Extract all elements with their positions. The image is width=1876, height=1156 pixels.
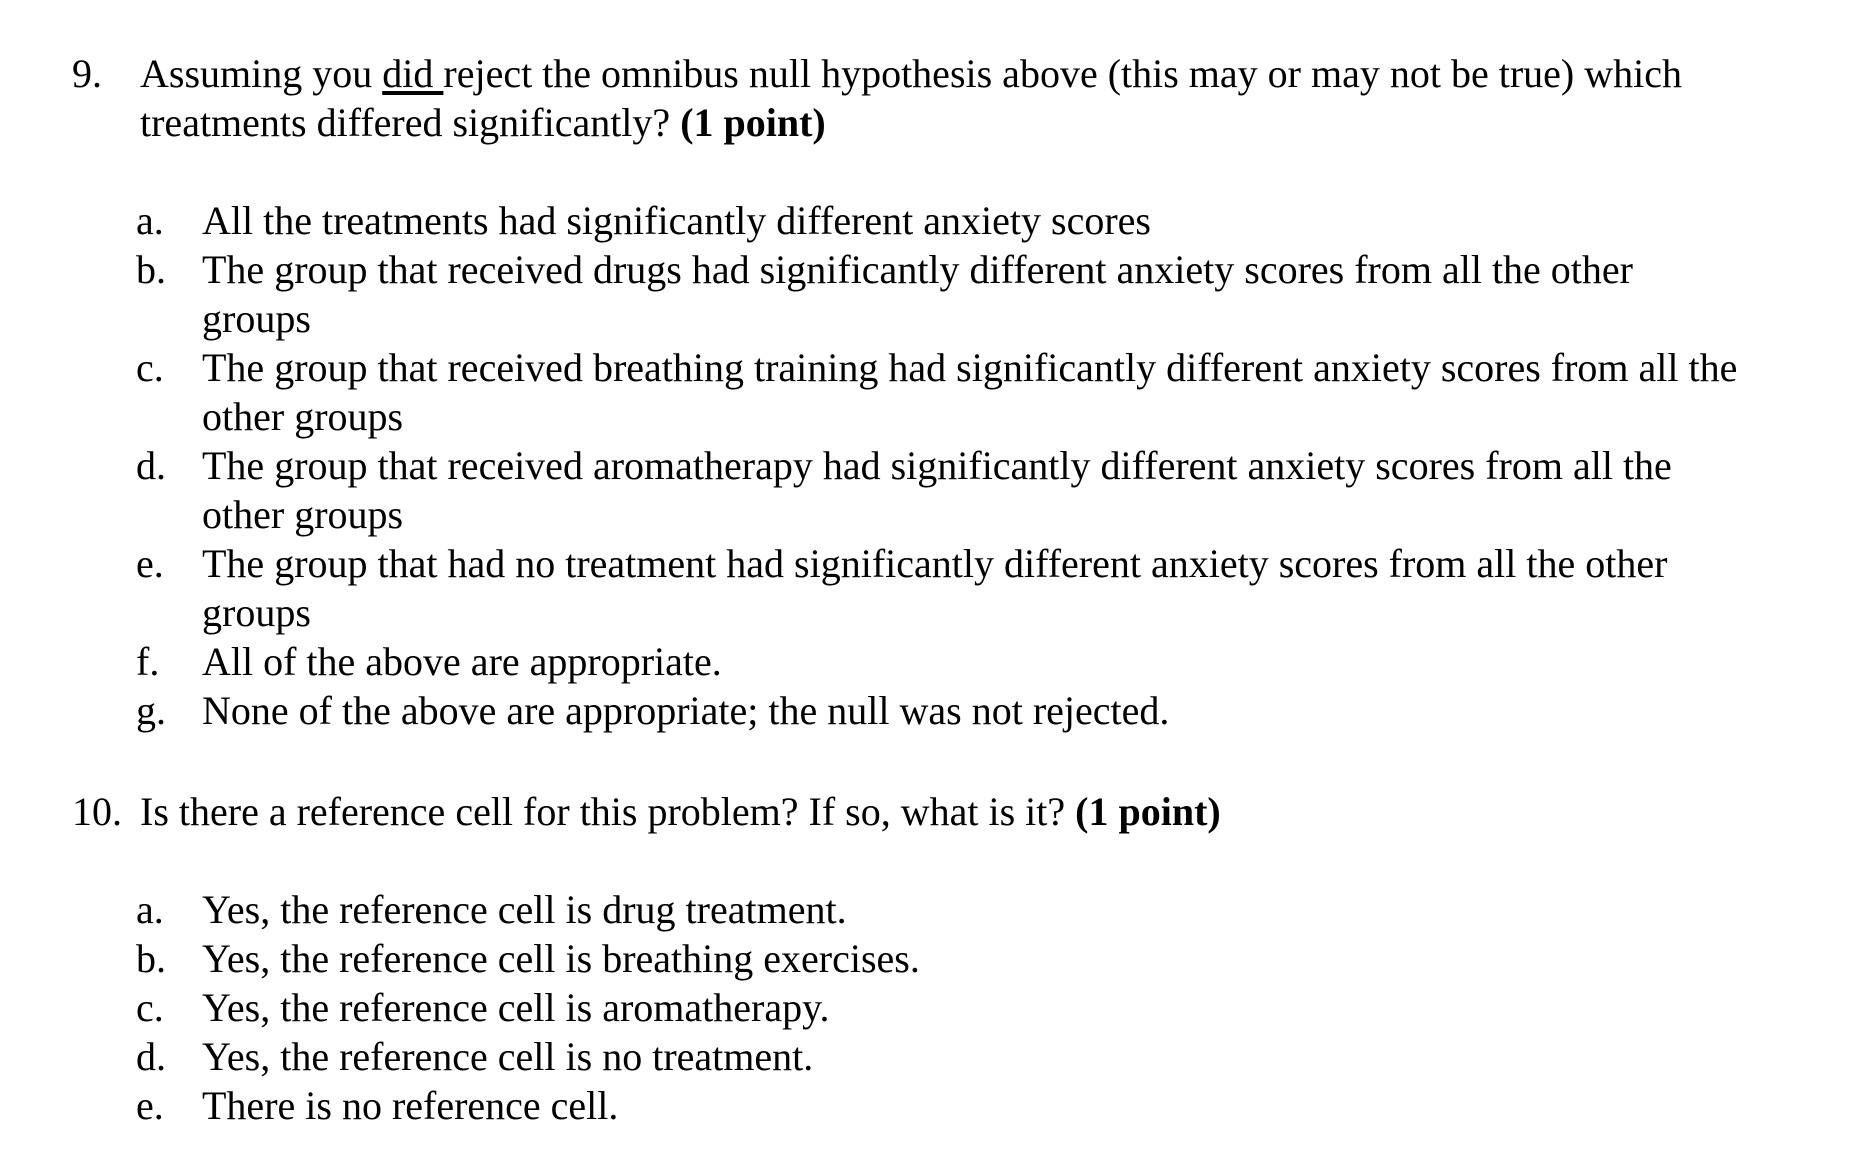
question-text-before: Assuming you — [140, 51, 383, 96]
question-text — [140, 49, 1820, 147]
option-letter: b. — [136, 247, 166, 292]
option-text: There is no reference cell. — [202, 1083, 619, 1128]
option-letter: f. — [136, 639, 160, 684]
question-number: 10. — [72, 789, 122, 834]
option-10e — [66, 1081, 1766, 1130]
option-text: Yes, the reference cell is no treatment. — [202, 1034, 814, 1079]
option-letter: a. — [136, 887, 164, 932]
option-letter: d. — [136, 1034, 166, 1079]
option-10d — [66, 1032, 1766, 1081]
option-text: The group that received aromatherapy had significantly different anxiety scores from all the other groups — [202, 443, 1672, 537]
question-text-body: Is there a reference cell for this problem? If so, what is it? — [140, 789, 1076, 834]
option-letter: g. — [136, 688, 166, 733]
question-10-options — [66, 885, 1766, 1130]
option-9d — [66, 441, 1766, 539]
option-letter: e. — [136, 1083, 164, 1128]
question-text-underlined: did — [382, 51, 444, 96]
option-text: Yes, the reference cell is drug treatment. — [202, 887, 847, 932]
question-points: (1 point) — [680, 100, 826, 145]
question-9-options — [66, 196, 1766, 735]
option-text: Yes, the reference cell is breathing exercises. — [202, 936, 920, 981]
option-9b — [66, 245, 1766, 343]
option-text: All of the above are appropriate. — [202, 639, 722, 684]
option-letter: c. — [136, 345, 164, 390]
option-letter: b. — [136, 936, 166, 981]
option-letter: c. — [136, 985, 164, 1030]
option-9f — [66, 637, 1766, 686]
question-text-after: reject the omnibus null hypothesis above (this may or may not be true) which treatments differed significantly? — [140, 51, 1682, 145]
option-9a — [66, 196, 1766, 245]
option-9c — [66, 343, 1766, 441]
question-points: (1 point) — [1075, 789, 1221, 834]
question-text — [140, 787, 1820, 836]
option-text: None of the above are appropriate; the null was not rejected. — [202, 688, 1170, 733]
option-10b — [66, 934, 1766, 983]
option-9e — [66, 539, 1766, 637]
option-text: The group that received drugs had significantly different anxiety scores from all the other groups — [202, 247, 1633, 341]
option-text: The group that had no treatment had significantly different anxiety scores from all the other groups — [202, 541, 1668, 635]
option-letter: a. — [136, 198, 164, 243]
option-text: All the treatments had significantly different anxiety scores — [202, 198, 1151, 243]
option-10c — [66, 983, 1766, 1032]
option-letter: e. — [136, 541, 164, 586]
option-10a — [66, 885, 1766, 934]
option-letter: d. — [136, 443, 166, 488]
option-text: Yes, the reference cell is aromatherapy. — [202, 985, 830, 1030]
option-text: The group that received breathing training had significantly different anxiety scores from all the other groups — [202, 345, 1738, 439]
option-9g — [66, 686, 1766, 735]
question-number: 9. — [72, 51, 102, 96]
